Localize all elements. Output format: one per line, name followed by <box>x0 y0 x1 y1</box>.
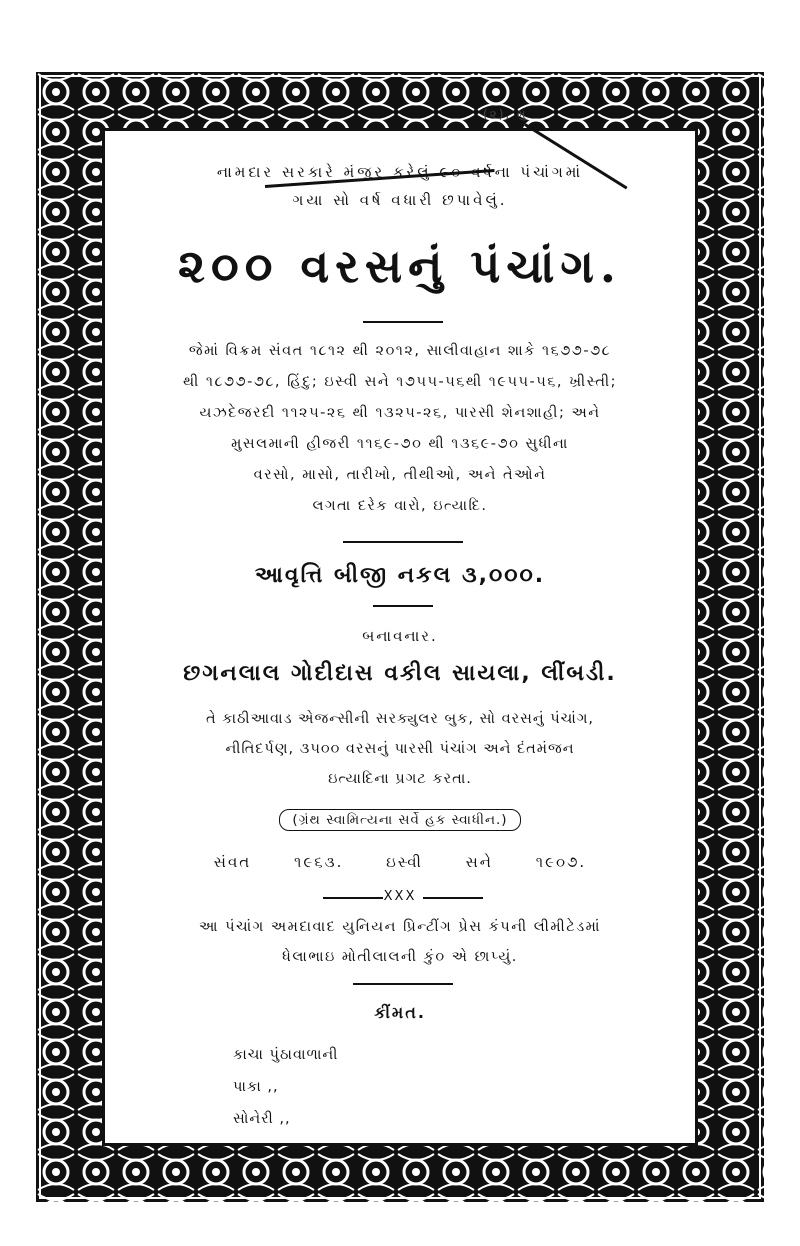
page-title: ૨૦૦ વરસનું પંચાંગ. <box>178 239 622 293</box>
divider <box>373 605 433 607</box>
maker-line-2: નીતિદર્પણ, ૩૫૦૦ વરસનું પારસી પંચાંગ અને દંતમંજન <box>225 741 575 757</box>
notice-line-2: ગયા સો વર્ષ વધારી છપાવેલું. <box>292 191 508 209</box>
divider <box>343 541 463 543</box>
year-line: સંવત ૧૯૬૩. ઇસ્વી સને ૧૯૦૭. <box>213 853 587 871</box>
rights-notice-wrap <box>105 809 695 831</box>
description-line-5: વરસો, માસો, તારીખો, તીથીઓ, અને તેઓને <box>253 467 547 483</box>
separator: XXX <box>383 889 417 904</box>
press-line-1: આ પંચાંગ અમદાવાદ યુનિયન પ્રિન્ટીંગ પ્રેસ કંપની લીમીટેડમાં <box>199 919 601 935</box>
press-line-2: ધેલાભાઇ મોતીલાલની કું૦ એ છાપ્યું. <box>282 949 518 965</box>
price-line-3: સોનેરી ,, <box>233 1111 291 1127</box>
maker-line-1: તે કાઠીઆવાડ એજન્સીની સરક્યુલર બુક, સો વરસનું પંચાંગ, <box>205 711 595 727</box>
price-line-2: પાકા ,, <box>233 1079 279 1095</box>
edition-line: આવૃત્તિ બીજી નકલ ૩,૦૦૦. <box>254 563 546 588</box>
maker-name: છગનલાલ ગોદીદાસ વકીલ સાયલા, લીંબડી. <box>183 661 617 686</box>
divider <box>353 983 453 985</box>
notice-line-1: નામદાર સરકારે મંજુર કરેલું ૯૦ વર્ષના પંચાંગમાં <box>216 163 584 181</box>
price-line-1: કાચા પુંઠાવાળાની <box>233 1047 339 1063</box>
maker-line-3: ઇત્યાદિના પ્રગટ કરતા. <box>328 771 472 787</box>
description-line-6: લગતા દરેક વારો, ઇત્યાદિ. <box>312 498 488 514</box>
maker-heading: બનાવનાર. <box>362 627 438 645</box>
divider <box>323 897 383 899</box>
title-page-panel <box>102 107 698 1146</box>
description-line-1: જેમાં વિક્રમ સંવત ૧૮૧૨ થી ૨૦૧૨, સાલીવાહાન શાકે ૧૬૭૭-૭૮ <box>188 343 612 359</box>
stamp-mark: (૨), મુ <box>483 107 528 121</box>
description-line-2: થી ૧૮૭૭-૭૮, હિંદુ; ઇસ્વી સને ૧૭૫૫-૫૬થી ૧૯૫૫-૫૬, ખ્રીસ્તી; <box>183 374 617 390</box>
description-line-3: યઝદેજરદી ૧૧૨૫-૨૬ થી ૧૩૨૫-૨૬, પારસી શેનશાહી; અને <box>199 405 601 421</box>
divider <box>363 321 443 323</box>
description-line-4: મુસલમાની હીજરી ૧૧૬૯-૭૦ થી ૧૩૬૯-૭૦ સુધીના <box>231 436 569 452</box>
divider <box>423 897 483 899</box>
rights-notice: (ગ્રંથ સ્વામિત્યના સર્વે હક સ્વાધીન.) <box>279 809 520 831</box>
price-heading: કીંમત. <box>374 1003 426 1022</box>
